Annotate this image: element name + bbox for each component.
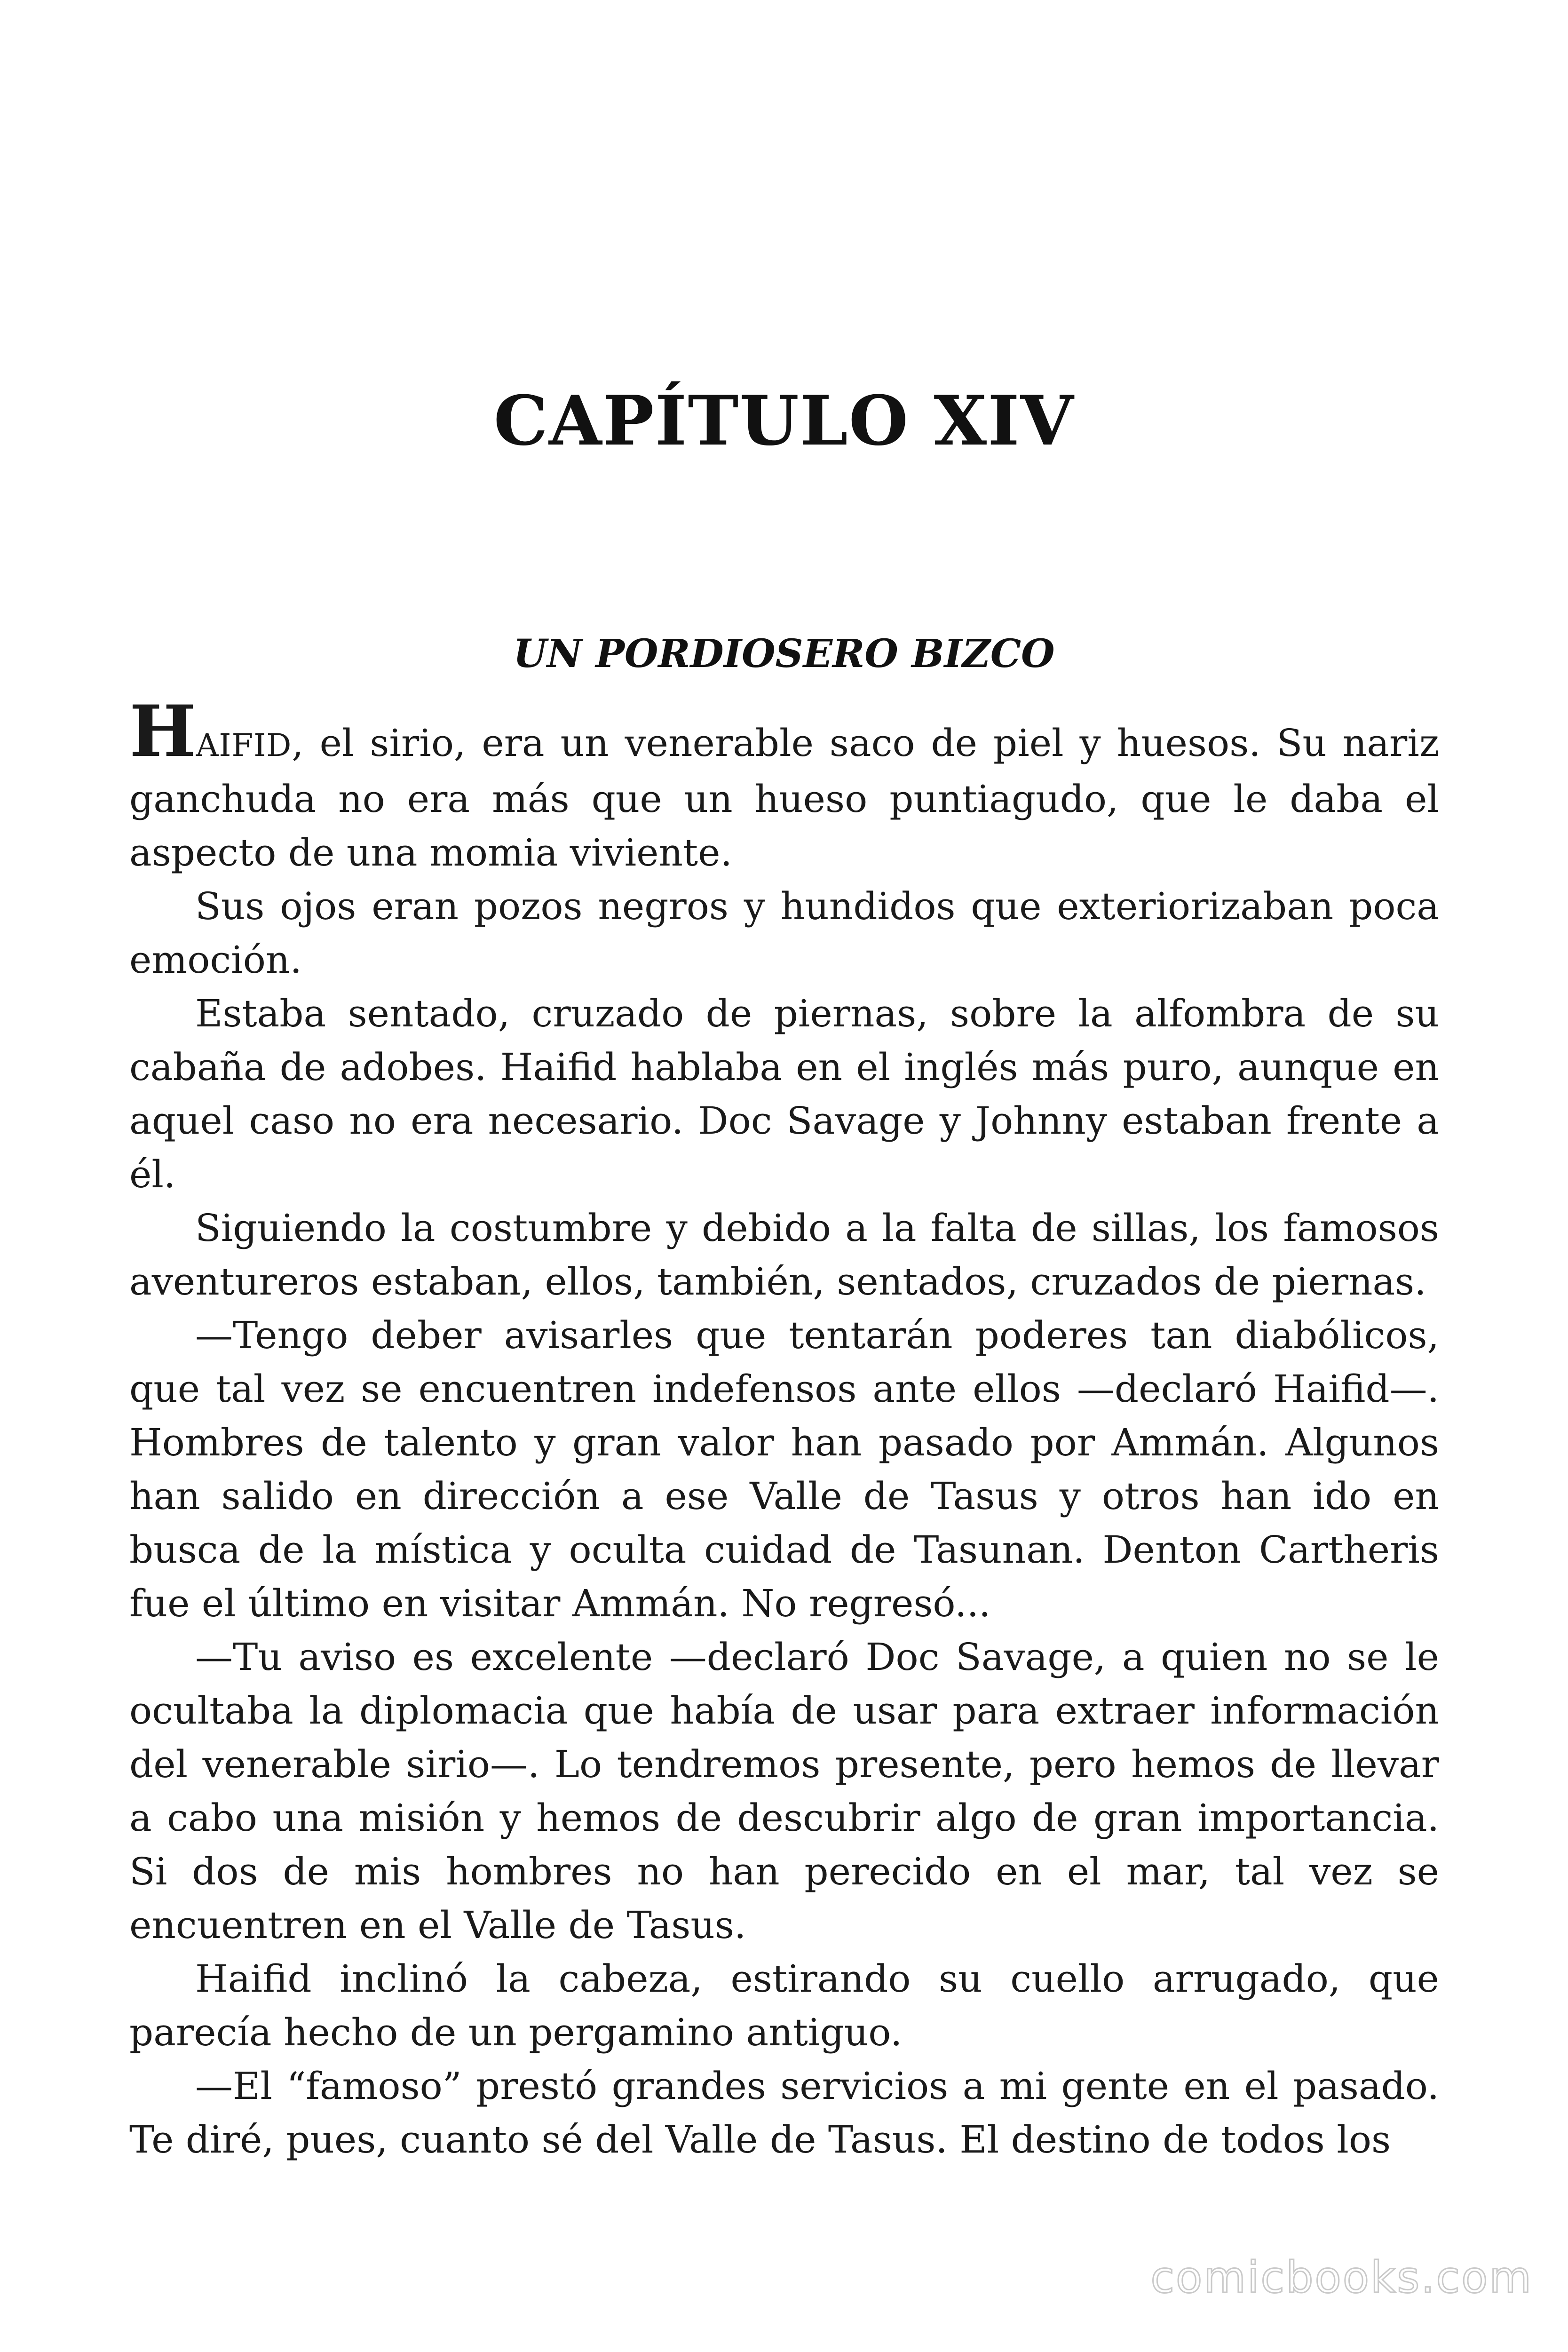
paragraph-4: Siguiendo la costumbre y debido a la falta de sillas, los famosos aventureros estaban, ellos, también, sentados, cruzados de piernas. — [129, 1206, 1439, 1303]
paragraph-8: —El “famoso” prestó grandes servicios a mi gente en el pasado. Te diré, pues, cuanto sé del Valle de Tasus. El destino de todos los — [129, 2064, 1439, 2161]
paragraph-7: Haifid inclinó la cabeza, estirando su cuello arrugado, que parecía hecho de un pergamino antiguo. — [129, 1957, 1439, 2054]
paragraph-6: —Tu aviso es excelente —declaró Doc Savage, a quien no se le ocultaba la diplomacia que había de usar para extraer información del venerable sirio—. Lo tendremos presente, pero hemos de llevar a cabo una misión y hemos de descubrir algo de gran importancia. Si dos de mis hombres no han perecido en el mar, tal vez se encuentren en el Valle de Tasus. — [129, 1635, 1439, 1947]
drop-cap: H — [129, 690, 196, 773]
small-caps-name: AIFID — [196, 727, 292, 763]
paragraph-5: —Tengo deber avisarles que tentarán poderes tan diabólicos, que tal vez se encuentren indefensos ante ellos —declaró Haifid—. Hombres de talento y gran valor han pasado por Ammán. Algunos han salido en dirección a ese Valle de Tasus y otros han ido en busca de la mística y oculta cuidad de Tasunan. Denton Cartheris fue el último en visitar Ammán. No regresó... — [129, 1313, 1439, 1625]
paragraph-3: Estaba sentado, cruzado de piernas, sobre la alfombra de su cabaña de adobes. Haifid hablaba en el inglés más puro, aunque en aquel caso no era necesario. Doc Savage y Johnny estaban frente a él. — [129, 992, 1439, 1196]
paragraph-2: Sus ojos eran pozos negros y hundidos que exteriorizaban poca emoción. — [129, 884, 1439, 982]
paragraph-1-text: , el sirio, era un venerable saco de piel y huesos. Su nariz ganchuda no era más que un hueso puntiagudo, que le daba el aspecto de una momia viviente. — [129, 721, 1439, 874]
chapter-subtitle: UN PORDIOSERO BIZCO — [513, 631, 1055, 676]
paragraph-1 — [129, 690, 1439, 880]
chapter-title: CAPÍTULO XIV — [493, 381, 1075, 461]
watermark-logo: comicbooks.com — [1150, 2252, 1533, 2303]
chapter-body — [129, 690, 1439, 2167]
